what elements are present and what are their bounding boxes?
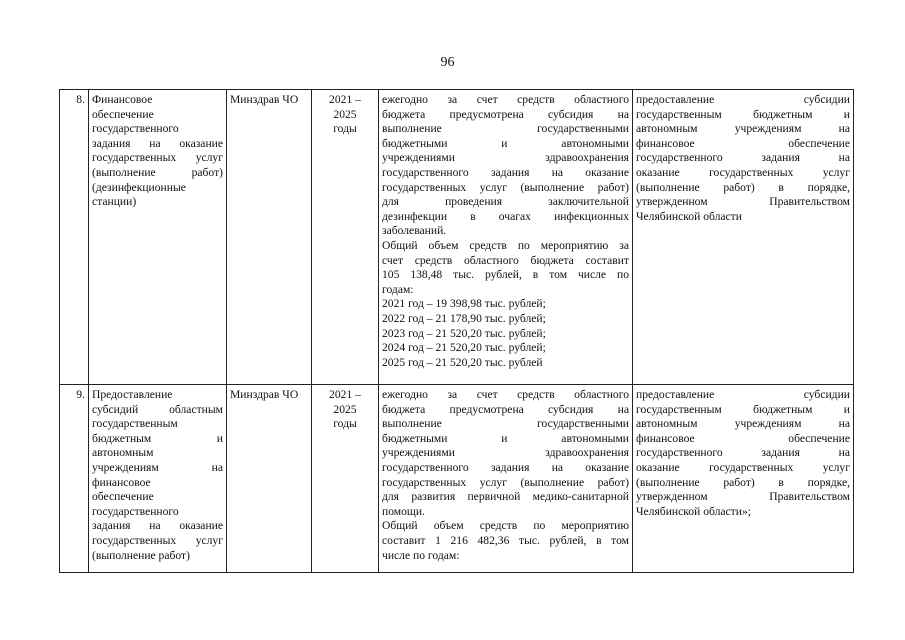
- text-line: автономным учреждениям на: [636, 122, 850, 136]
- text-line: Общий объем средств по мероприятию: [382, 519, 629, 533]
- text-line: 105 138,48 тыс. рублей, в том числе по: [382, 268, 629, 282]
- text-line: Предоставление: [92, 388, 173, 401]
- text-line: предоставление субсидии: [636, 388, 850, 401]
- text-line: субсидий областным: [92, 402, 223, 416]
- text-line: годам:: [382, 282, 414, 296]
- text-line: предоставление субсидии: [636, 93, 850, 106]
- text-line: выполнение государственными: [382, 122, 629, 136]
- text-line: станции): [92, 195, 137, 209]
- text-line: учреждениям на: [92, 460, 223, 474]
- text-line: заболеваний.: [382, 224, 447, 238]
- measures-table: [59, 89, 854, 573]
- text-line: государственных услуг (выполнение работ): [382, 475, 629, 489]
- table-row: [60, 385, 854, 573]
- measure-description: [379, 385, 633, 573]
- text-line: учреждениями здравоохранения: [382, 151, 629, 165]
- text-line: бюджетными и автономными: [382, 431, 629, 445]
- measure-name: [89, 385, 227, 573]
- text-line: государственных услуг (выполнение работ): [382, 180, 629, 194]
- measure-name: [89, 90, 227, 385]
- text-line: бюджетным и: [92, 431, 223, 445]
- executor: Минздрав ЧО: [227, 90, 312, 385]
- text-line: государственным бюджетным и: [636, 107, 850, 121]
- text-line: государственного задания на оказание: [382, 165, 629, 179]
- text-line: оказание государственных услуг: [636, 165, 850, 179]
- text-line: задания на оказание: [92, 136, 223, 150]
- text-line: счет средств областного бюджета составит: [382, 253, 629, 267]
- text-line: обеспечение: [92, 490, 154, 504]
- text-line: (выполнение работ) в порядке,: [636, 475, 850, 489]
- text-line: оказание государственных услуг: [636, 460, 850, 474]
- text-line: финансовое: [92, 475, 151, 489]
- term: [312, 385, 379, 573]
- text-line: бюджета предусмотрена субсидия на: [382, 107, 629, 121]
- measure-result: [633, 385, 854, 573]
- text-line: Челябинской области»;: [636, 504, 751, 518]
- row-number: 8.: [60, 90, 89, 385]
- text-line: 2022 год – 21 178,90 тыс. рублей;: [382, 311, 546, 325]
- measure-result: [633, 90, 854, 385]
- text-line: государственных услуг: [92, 533, 223, 547]
- text-line: 2023 год – 21 520,20 тыс. рублей;: [382, 326, 546, 340]
- term-end: 2025: [333, 402, 357, 416]
- text-line: государственного: [92, 504, 179, 518]
- text-line: Финансовое: [92, 93, 153, 106]
- text-line: (выполнение работ) в порядке,: [636, 180, 850, 194]
- text-line: обеспечение: [92, 107, 154, 121]
- text-line: составит 1 216 482,36 тыс. рублей, в том: [382, 533, 629, 547]
- text-line: для развития первичной медико-санитарной: [382, 490, 629, 504]
- text-line: задания на оказание: [92, 519, 223, 533]
- text-line: финансовое обеспечение: [636, 136, 850, 150]
- term-start: 2021 –: [329, 388, 361, 401]
- text-line: учреждениями здравоохранения: [382, 446, 629, 460]
- text-line: 2025 год – 21 520,20 тыс. рублей: [382, 355, 543, 369]
- text-line: Челябинской области: [636, 209, 742, 223]
- text-line: (выполнение работ): [92, 165, 223, 179]
- text-line: помощи.: [382, 504, 425, 518]
- term-end: 2025: [333, 107, 357, 121]
- text-line: государственного задания на: [636, 151, 850, 165]
- text-line: выполнение государственными: [382, 417, 629, 431]
- text-line: (выполнение работ): [92, 548, 190, 562]
- measure-description: [379, 90, 633, 385]
- text-line: бюджета предусмотрена субсидия на: [382, 402, 629, 416]
- text-line: для проведения заключительной: [382, 195, 629, 209]
- text-line: государственного: [92, 122, 179, 136]
- text-line: дезинфекции в очагах инфекционных: [382, 209, 629, 223]
- text-line: (дезинфекционные: [92, 180, 186, 194]
- text-line: 2021 год – 19 398,98 тыс. рублей;: [382, 297, 546, 311]
- text-line: государственным: [92, 417, 178, 431]
- term-start: 2021 –: [329, 93, 361, 106]
- text-line: государственного задания на оказание: [382, 460, 629, 474]
- text-line: утвержденном Правительством: [636, 195, 850, 209]
- text-line: 2024 год – 21 520,20 тыс. рублей;: [382, 341, 546, 355]
- page-number: 96: [440, 55, 455, 70]
- text-line: числе по годам:: [382, 548, 460, 562]
- text-line: государственным бюджетным и: [636, 402, 850, 416]
- term-unit: годы: [333, 417, 357, 431]
- text-line: бюджетными и автономными: [382, 136, 629, 150]
- text-line: государственных услуг: [92, 151, 223, 165]
- executor: Минздрав ЧО: [227, 385, 312, 573]
- text-line: финансовое обеспечение: [636, 431, 850, 445]
- text-line: автономным: [92, 446, 154, 460]
- table-row: [60, 90, 854, 385]
- term-unit: годы: [333, 122, 357, 136]
- text-line: утвержденном Правительством: [636, 490, 850, 504]
- term: [312, 90, 379, 385]
- text-line: Общий объем средств по мероприятию за: [382, 238, 629, 252]
- text-line: государственного задания на: [636, 446, 850, 460]
- text-line: ежегодно за счет средств областного: [382, 93, 629, 106]
- text-line: автономным учреждениям на: [636, 417, 850, 431]
- row-number: 9.: [60, 385, 89, 573]
- text-line: ежегодно за счет средств областного: [382, 388, 629, 401]
